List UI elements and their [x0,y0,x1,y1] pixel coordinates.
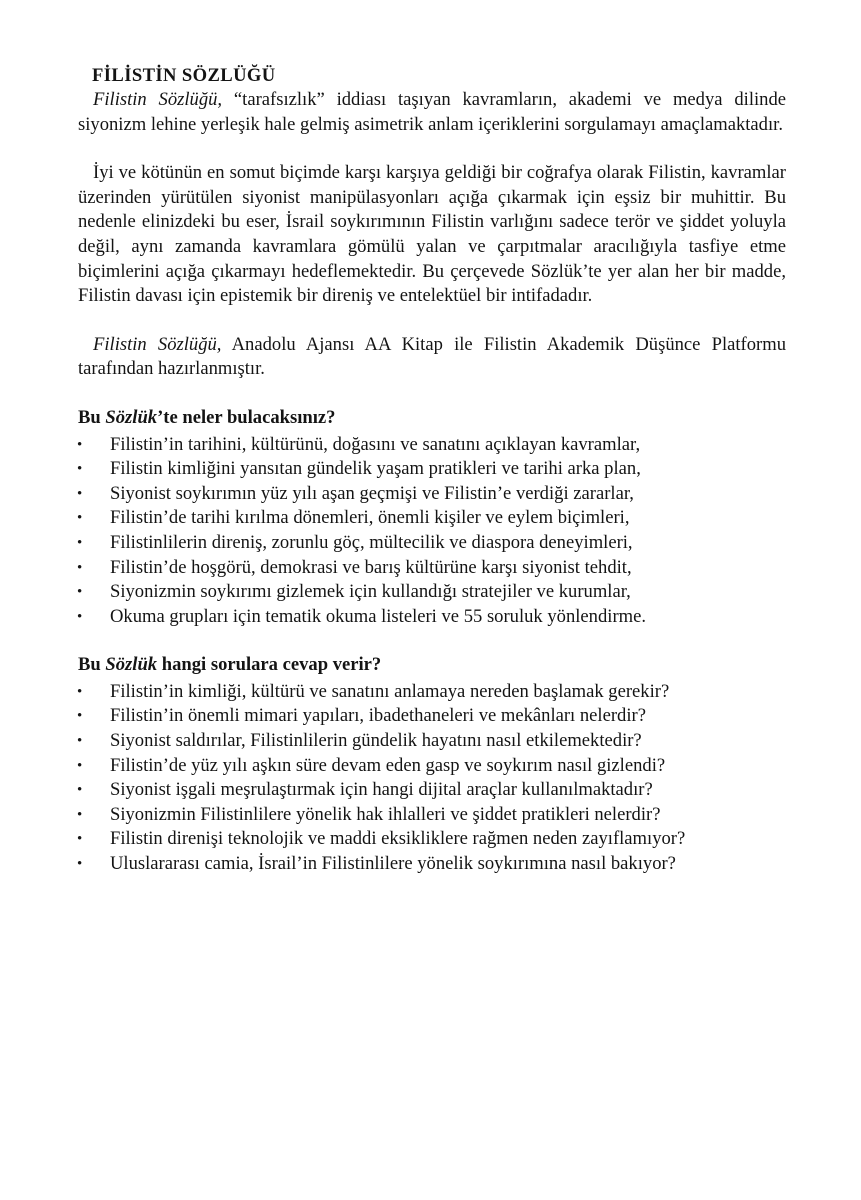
section-heading-questions [78,653,786,678]
bullet-icon: • [77,757,83,774]
bullet-icon: • [77,584,83,601]
page-title: FİLİSTİN SÖZLÜĞÜ [92,65,276,86]
purpose-paragraph [78,161,786,309]
list-item-text: Filistin’in kimliği, kültürü ve sanatını anlamaya nereden başlamak gerekir? [110,680,670,702]
list-item-text: Siyonizmin soykırımı gizlemek için kullandığı stratejiler ve kurumlar, [110,581,631,603]
list-item [78,704,786,729]
list-item-text: Filistin kimliğini yansıtan gündelik yaşam pratikleri ve tarihi arka plan, [110,458,641,480]
list-item-text: Siyonist soykırımın yüz yılı aşan geçmişi ve Filistin’e verdiği zararlar, [110,482,634,504]
list-item [78,531,786,556]
list-item [78,506,786,531]
list-item [78,803,786,828]
list-item [78,729,786,754]
list-item-text: Filistin direnişi teknolojik ve maddi eksikliklere rağmen neden zayıflamıyor? [110,828,686,850]
publisher-paragraph-text: Anadolu Ajansı AA Kitap ile Filistin Akademik Düşünce Platformu tarafından hazırlanmıştır. [78,333,786,380]
heading-prefix: Bu [78,406,106,428]
bullet-icon: • [77,806,83,823]
publisher-paragraph [78,333,786,382]
list-item [78,852,786,877]
bullet-icon: • [77,708,83,725]
list-item [78,482,786,507]
list-item-text: Okuma grupları için tematik okuma listeleri ve 55 soruluk yönlendirme. [110,605,646,627]
contents-bullet-list [78,433,786,630]
bullet-icon: • [77,485,83,502]
list-item-text: Filistin’in tarihini, kültürünü, doğasını ve sanatını açıklayan kavramlar, [110,433,641,455]
list-item-text: Siyonist işgali meşrulaştırmak için hangi dijital araçlar kullanılmaktadır? [110,779,653,801]
list-item-text: Siyonist saldırılar, Filistinlilerin gündelik hayatını nasıl etkilemektedir? [110,730,642,752]
intro-paragraph [78,88,786,137]
bullet-icon: • [77,683,83,700]
list-item-text: Siyonizmin Filistinlilere yönelik hak ihlalleri ve şiddet pratikleri nelerdir? [110,803,661,825]
bullet-icon: • [77,534,83,551]
heading-italic-word: Sözlük [105,406,158,428]
list-item [78,778,786,803]
italic-book-title: Filistin Sözlüğü, [93,333,222,355]
list-item [78,680,786,705]
bullet-icon: • [77,436,83,453]
list-item [78,433,786,458]
intro-paragraph-text: “tarafsızlık” iddiası taşıyan kavramların, akademi ve medya dilinde siyonizm lehine yerleşik hale gelmiş asimetrik anlam içeriklerini sorgulamayı amaçlamaktadır. [78,89,786,135]
heading-prefix: Bu [78,654,106,676]
list-item [78,754,786,779]
list-item [78,605,786,630]
bullet-icon: • [77,608,83,625]
list-item [78,556,786,581]
bullet-icon: • [77,510,83,527]
heading-suffix: hangi sorulara cevap verir? [157,654,382,676]
list-item [78,580,786,605]
heading-italic-word: Sözlük [105,654,158,676]
questions-bullet-list [78,680,786,877]
bullet-icon: • [77,831,83,848]
section-heading-contents [78,406,786,431]
bullet-icon: • [77,559,83,576]
bullet-icon: • [77,782,83,799]
list-item-text: Filistinlilerin direniş, zorunlu göç, mültecilik ve diaspora deneyimleri, [110,531,633,553]
list-item-text: Filistin’de yüz yılı aşkın süre devam eden gasp ve soykırım nasıl gizlendi? [110,754,666,776]
list-item-text: Uluslararası camia, İsrail’in Filistinlilere yönelik soykırımına nasıl bakıyor? [110,853,676,875]
document-page [78,64,786,877]
list-item-text: Filistin’de hoşgörü, demokrasi ve barış kültürüne karşı siyonist tehdit, [110,556,632,578]
heading-suffix: ’te neler bulacaksınız? [157,406,336,428]
bullet-icon: • [77,733,83,750]
bullet-icon: • [77,461,83,478]
bullet-icon: • [77,856,83,873]
italic-book-title: Filistin Sözlüğü, [93,89,223,110]
list-item-text: Filistin’in önemli mimari yapıları, ibadethaneleri ve mekânları nelerdir? [110,705,646,727]
list-item [78,457,786,482]
list-item-text: Filistin’de tarihi kırılma dönemleri, önemli kişiler ve eylem biçimleri, [110,507,630,529]
list-item [78,827,786,852]
purpose-paragraph-text: İyi ve kötünün en somut biçimde karşı karşıya geldiği bir coğrafya olarak Filistin, kavramlar üzerinden yürütülen siyonist manipülasyonları açığa çıkarmak için eşsiz bir muhittir. Bu nedenle elinizdeki bu eser, İsrail soykırımının Filistin varlığını sadece terör ve şiddet yoluyla değil, aynı zamanda kavramlara gömülü yalan ve çarpıtmalar aracılığıyla tasfiye etme biçimlerini açığa çıkarmayı hedeflemektedir. Bu çerçevede Sözlük’te yer alan her bir madde, Filistin davası için epistemik bir direniş ve entelektüel bir intifadadır. [78,162,786,307]
